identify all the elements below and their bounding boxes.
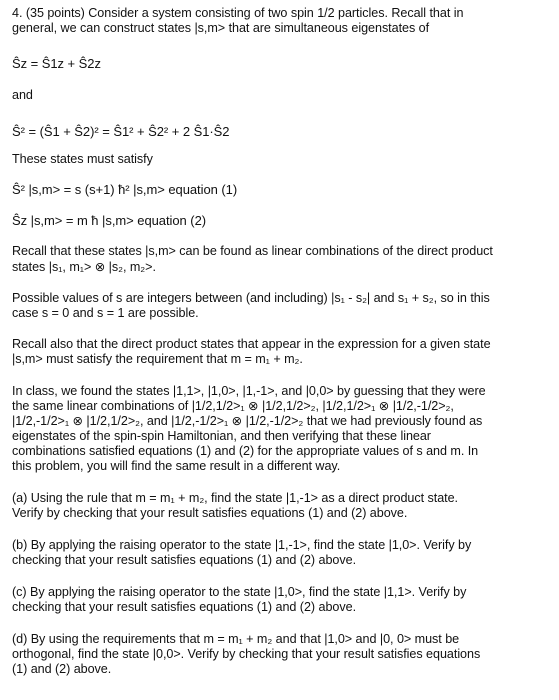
text-line: Recall also that the direct product states that appear in the expression for a given state: [12, 337, 491, 351]
text-line: Recall that these states |s,m> can be found as linear combinations of the direct product: [12, 244, 493, 258]
equation-2: Ŝz |s,m> = m ħ |s,m> equation (2): [12, 213, 207, 228]
text-line: combinations satisfied equations (1) and (2) for the appropriate values of s and m. In: [12, 444, 479, 458]
text-line: this problem, you will find the same result in a different way.: [12, 459, 341, 473]
text-line: general, we can construct states |s,m> that are simultaneous eigenstates of: [12, 21, 430, 35]
part-c-line: checking that your result satisfies equations (1) and (2) above.: [12, 600, 357, 614]
part-b-line: (b) By applying the raising operator to the state |1,-1>, find the state |1,0>. Verify by: [12, 538, 472, 552]
text-line: In class, we found the states |1,1>, |1,0>, |1,-1>, and |0,0> by guessing that they were: [12, 384, 486, 398]
text-line: the same linear combinations of |1/2,1/2>₁ ⊗ |1/2,1/2>₂, |1/2,1/2>₁ ⊗ |1/2,-1/2>₂,: [12, 399, 454, 413]
part-d-line: (1) and (2) above.: [12, 662, 112, 676]
text-line: |1/2,-1/2>₁ ⊗ |1/2,1/2>₂, and |1/2,-1/2>₁ ⊗ |1/2,-1/2>₂ that we had previously found as: [12, 414, 483, 428]
text-line: eigenstates of the spin-spin Hamiltonian, and then verifying that these linear: [12, 429, 431, 443]
part-b-line: checking that your result satisfies equations (1) and (2) above.: [12, 553, 357, 567]
text-line: states |s₁, m₁> ⊗ |s₂, m₂>.: [12, 260, 156, 274]
text-line: Possible values of s are integers between (and including) |s₁ - s₂| and s₁ + s₂, so in this: [12, 291, 490, 305]
part-a-line: (a) Using the rule that m = m₁ + m₂, find the state |1,-1> as a direct product state.: [12, 491, 459, 505]
part-c-line: (c) By applying the raising operator to the state |1,0>, find the state |1,1>. Verify by: [12, 585, 467, 599]
part-a-line: Verify by checking that your result satisfies equations (1) and (2) above.: [12, 506, 408, 520]
part-d-line: (d) By using the requirements that m = m₁ + m₂ and that |1,0> and |0, 0> must be: [12, 632, 460, 646]
equation-sz: Ŝz = Ŝ1z + Ŝ2z: [12, 56, 101, 71]
text-line: and: [12, 88, 33, 102]
text-line: 4. (35 points) Consider a system consisting of two spin 1/2 particles. Recall that in: [12, 6, 464, 20]
text-line: These states must satisfy: [12, 152, 153, 166]
text-line: case s = 0 and s = 1 are possible.: [12, 306, 199, 320]
equation-s-squared: Ŝ² = (Ŝ1 + Ŝ2)² = Ŝ1² + Ŝ2² + 2 Ŝ1·Ŝ2: [12, 124, 230, 139]
equation-1: Ŝ² |s,m> = s (s+1) ħ² |s,m> equation (1): [12, 182, 238, 197]
text-line: |s,m> must satisfy the requirement that m = m₁ + m₂.: [12, 352, 303, 366]
part-d-line: orthogonal, find the state |0,0>. Verify by checking that your result satisfies equations: [12, 647, 481, 661]
